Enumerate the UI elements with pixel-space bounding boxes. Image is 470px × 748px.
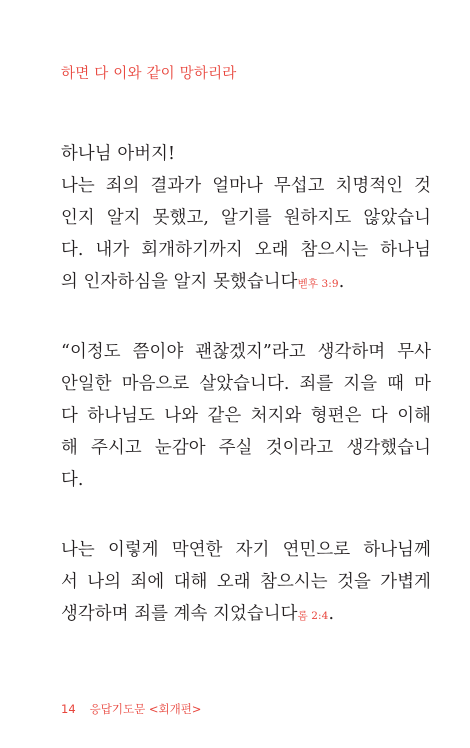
section-title: 하면 다 이와 같이 망하리라 [61, 66, 237, 82]
text-line: 생각하며 죄를 계속 지었습니다 [61, 604, 298, 624]
sentence-end: . [328, 604, 335, 624]
page-footer [61, 701, 201, 717]
text-line: 안일한 마음으로 살았습니다. 죄를 지을 때 마 [61, 374, 431, 394]
book-title: 응답기도문 <회개편> [89, 702, 202, 716]
text-line: “이정도 쯤이야 괜찮겠지”라고 생각하며 무사 [61, 342, 431, 362]
text-line: 하나님 아버지! [61, 144, 176, 164]
text-line: 의 인자하심을 알지 못했습니다 [61, 272, 298, 292]
text-line: 나는 이렇게 막연한 자기 연민으로 하나님께 [61, 540, 431, 560]
sentence-end: . [338, 272, 345, 292]
bible-reference: 벧후 3:9 [297, 278, 339, 290]
page-number: 14 [61, 702, 76, 716]
text-line: 서 나의 죄에 대해 오래 참으시는 것을 가볍게 [61, 572, 431, 592]
text-line: 다. 내가 회개하기까지 오래 참으시는 하나님 [61, 240, 431, 260]
text-line: 다. [61, 470, 84, 490]
text-line: 인지 알지 못했고, 알기를 원하지도 않았습니 [61, 208, 431, 228]
text-line-with-reference [61, 267, 344, 292]
text-line: 나는 죄의 결과가 얼마나 무섭고 치명적인 것 [61, 176, 431, 196]
text-line: 다 하나님도 나와 같은 처지와 형편은 다 이해 [61, 406, 431, 426]
text-line-with-reference [61, 599, 334, 624]
bible-reference: 롬 2:4 [297, 610, 329, 622]
text-line: 해 주시고 눈감아 주실 것이라고 생각했습니 [61, 438, 431, 458]
